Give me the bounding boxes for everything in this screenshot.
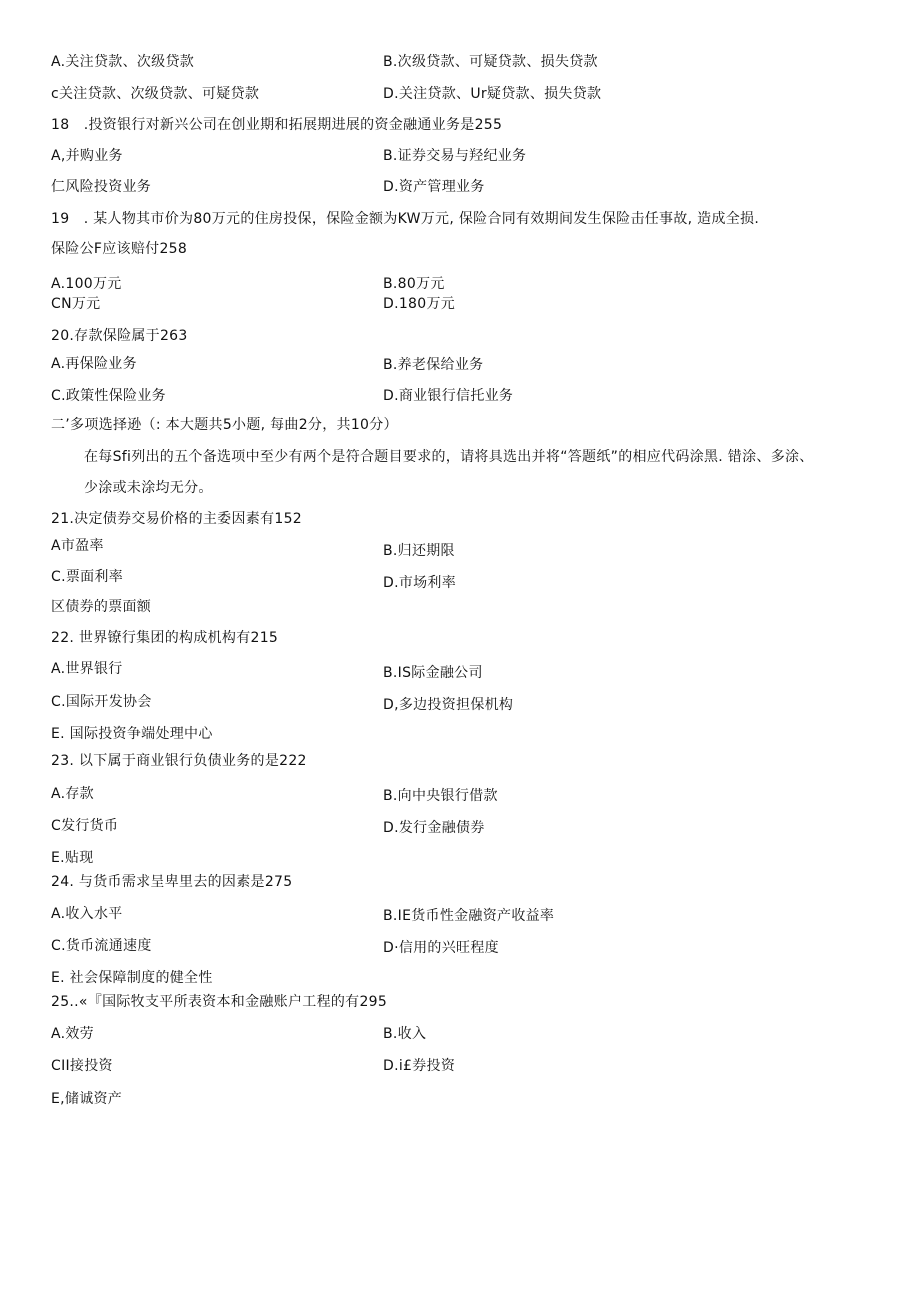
option-d: D,多边投资担保机构 [383,697,514,713]
option-c: 仁风险投资业务 [51,179,152,195]
option-c: C.票面利率 [51,569,124,585]
option-b: B.收入 [383,1026,427,1042]
option-b: B.次级贷款、可疑贷款、损失贷款 [383,54,598,70]
option-d: D.市场利率 [383,575,457,591]
question-22: 22. 世界镣行集团的构成机构有215 [51,630,279,646]
option-c: c关注贷款、次级贷款、可疑贷款 [51,86,260,102]
option-e: 区债券的票面额 [51,599,152,615]
option-b: B.80万元 [383,276,445,292]
section-instructions: 在每Sfi列出的五个备选项中至少有两个是符合题目要求的，请将具选出并将“答题纸”的相应代码涂黑. 错涂、多涂、 [84,449,814,465]
option-b: B.证券交易与羟纪业务 [383,148,527,164]
question-20: 20.存款保险属于263 [51,328,188,344]
option-d: D.资产管理业务 [383,179,485,195]
option-d: D.商业银行信托业务 [383,388,514,404]
option-a: A.存款 [51,786,94,802]
section-heading: 二’多项选择逊（: 本大题共5小题, 每曲2分，共10分） [51,417,398,433]
option-a: A.再保险业务 [51,356,137,372]
question-24: 24. 与货币需求呈卑里去的因素是275 [51,874,293,890]
question-23: 23. 以下属于商业银行负债业务的是222 [51,753,307,769]
option-a: A.世界银行 [51,661,123,677]
question-25: 25..«『国际牧支平所表资本和金融账户工程的有295 [51,994,388,1010]
option-a: A.100万元 [51,276,122,292]
option-c: C.货币流通速度 [51,938,152,954]
option-e: E. 国际投资争端处理中心 [51,726,213,742]
option-a: A.收入水平 [51,906,123,922]
option-c: CII接投资 [51,1058,113,1074]
option-d: D·信用的兴旺程度 [383,940,499,956]
option-b: B.向中央银行借款 [383,788,498,804]
option-a: A.关注贷款、次级贷款 [51,54,195,70]
question-21: 21.决定债券交易价格的主委因素有152 [51,511,302,527]
option-c: C.政策性保险业务 [51,388,166,404]
option-b: B.IE货币性金融资产收益率 [383,908,555,924]
option-c: C发行货币 [51,818,119,834]
section-instructions-continued: 少涂或未涂均无分。 [84,480,213,496]
option-b: B.养老保给业务 [383,357,484,373]
option-e: E.贴现 [51,850,94,866]
option-a: A市盈率 [51,538,104,554]
option-e: E. 社会保障制度的健全性 [51,970,213,986]
option-a: A.效劳 [51,1026,94,1042]
option-c: CN万元 [51,296,101,312]
option-b: B.IS际金融公司 [383,665,483,681]
option-e: E,储诚资产 [51,1091,123,1107]
option-c: C.国际开发协会 [51,694,152,710]
option-a: A,并购业务 [51,148,123,164]
option-b: B.归还期限 [383,543,455,559]
question-18: 18 .投资银行对新兴公司在创业期和拓展期进展的资金融通业务是255 [51,117,503,133]
question-19-continued: 保险公F应该赔付258 [51,241,188,257]
question-19: 19 . 某人物其市价为80万元的住房投保，保险金额为KW万元, 保险合同有效期间发生保险击任事故, 造成全损. [51,211,760,227]
option-d: D.180万元 [383,296,456,312]
option-d: D.发行金融债券 [383,820,485,836]
option-d: D.i£券投资 [383,1058,456,1074]
option-d: D.关注贷款、Ur疑贷款、损失贷款 [383,86,602,102]
